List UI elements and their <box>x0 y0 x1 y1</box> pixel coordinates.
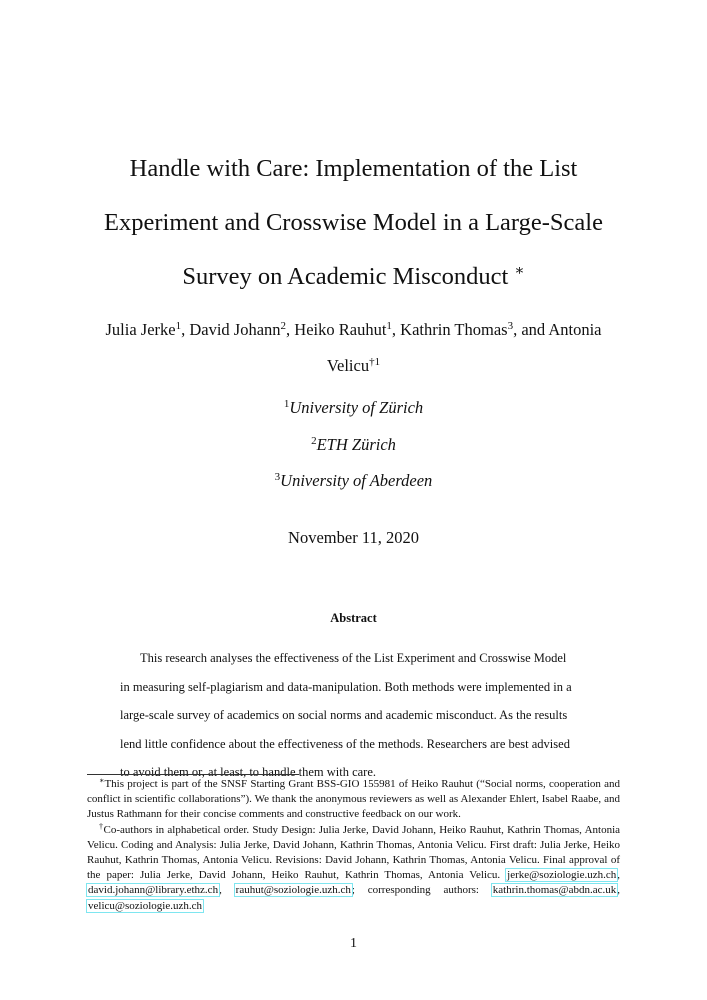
abstract-line: lend little confidence about the effectiveness of the methods. Researchers are best advised <box>120 736 570 751</box>
email-link-velicu[interactable]: velicu@soziologie.uzh.ch <box>88 899 202 912</box>
author-jerke: Julia Jerke <box>105 320 176 339</box>
author-rauhut: , Heiko Rauhut <box>286 320 387 339</box>
page-number: 1 <box>350 936 357 951</box>
title-line-1: Handle with Care: Implementation of the List <box>129 155 578 182</box>
abstract-line: This research analyses the effectiveness of the List Experiment and Crosswise Model <box>140 651 567 665</box>
author-velicu-prefix: , and Antonia <box>513 320 602 339</box>
author-line-2 <box>60 348 647 384</box>
author-list <box>60 312 647 384</box>
abstract-line: in measuring self-plagiarism and data-manipulation. Both methods were implemented in a <box>120 679 572 694</box>
author-line-1: Julia Jerke$^1$, David Johann$^2$, Heiko Rauhut$^1$, Kathrin Thomas$^3$, and Antonia <box>105 320 602 339</box>
author-velicu-footnote-mark[interactable]: †1 <box>369 356 381 368</box>
title-line-3: Survey on Academic Misconduct ∗ <box>182 263 525 290</box>
title-footnote-mark[interactable]: ∗ <box>514 263 525 279</box>
author-johann: , David Johann <box>181 320 281 339</box>
abstract-heading: Abstract <box>330 611 377 625</box>
email-link-rauhut[interactable]: rauhut@soziologie.uzh.ch <box>235 884 351 897</box>
email-link-johann[interactable]: david.johann@library.ethz.ch <box>88 884 219 897</box>
publication-date: November 11, 2020 <box>288 528 419 547</box>
footnote-2: †Co-authors in alphabetical order. Study Design: Julia Jerke, David Johann, Heiko Rauhut, Kathrin Thomas, Antonia Velicu. Coding and Analysis: Julia Jerke, David Johann, Kathrin Thomas, Antonia Velicu. First draft: Julia Jerke, Heiko Rauhut, Kathrin Thomas, Antonia Velicu. Revisions: David Johann, Kathrin Thomas, Antonia Velicu. Final approval of the paper: Julia Jerke, David Johann, Heiko Rauhut, Kathrin Thomas, Antonia Velicu. jerke@soziologie.uzh.ch, david.johann@library.ethz.ch, rauhut@soziologie.uzh.ch; corresponding authors: kathrin.thomas@abdn.ac.uk, velicu@soziologie.uzh.ch <box>87 821 621 912</box>
title-line-2: Experiment and Crosswise Model in a Large-Scale <box>104 209 603 236</box>
footnotes <box>87 777 620 914</box>
footnote-divider <box>87 774 299 775</box>
abstract-line: to avoid them or, at least, to handle them with care. <box>120 765 377 780</box>
abstract-line: large-scale survey of academics on social norms and academic misconduct. As the results <box>120 708 568 723</box>
affiliation-3: $^3$University of Aberdeen <box>274 471 433 490</box>
abstract-body <box>120 644 587 787</box>
email-link-jerke[interactable]: jerke@soziologie.uzh.ch <box>507 869 617 882</box>
affiliation-1: $^1$University of Zürich <box>283 398 424 417</box>
paper-title <box>60 142 647 304</box>
author-velicu: Velicu <box>326 356 370 375</box>
email-link-thomas[interactable]: kathrin.thomas@abdn.ac.uk <box>492 884 617 897</box>
author-thomas: , Kathrin Thomas <box>391 320 508 339</box>
affiliation-2: $^2$ETH Zürich <box>311 435 396 454</box>
footnote-1: ∗This project is part of the SNSF Starting Grant BSS-GIO 155981 of Heiko Rauhut (“Social norms, cooperation and conflict in scientific collaborations”). We thank the anonymous reviewers as well as Alexander Ehlert, Isabel Raabe, and Justus Rathmann for their concise comments and constructive feedback on our work. <box>87 776 620 821</box>
